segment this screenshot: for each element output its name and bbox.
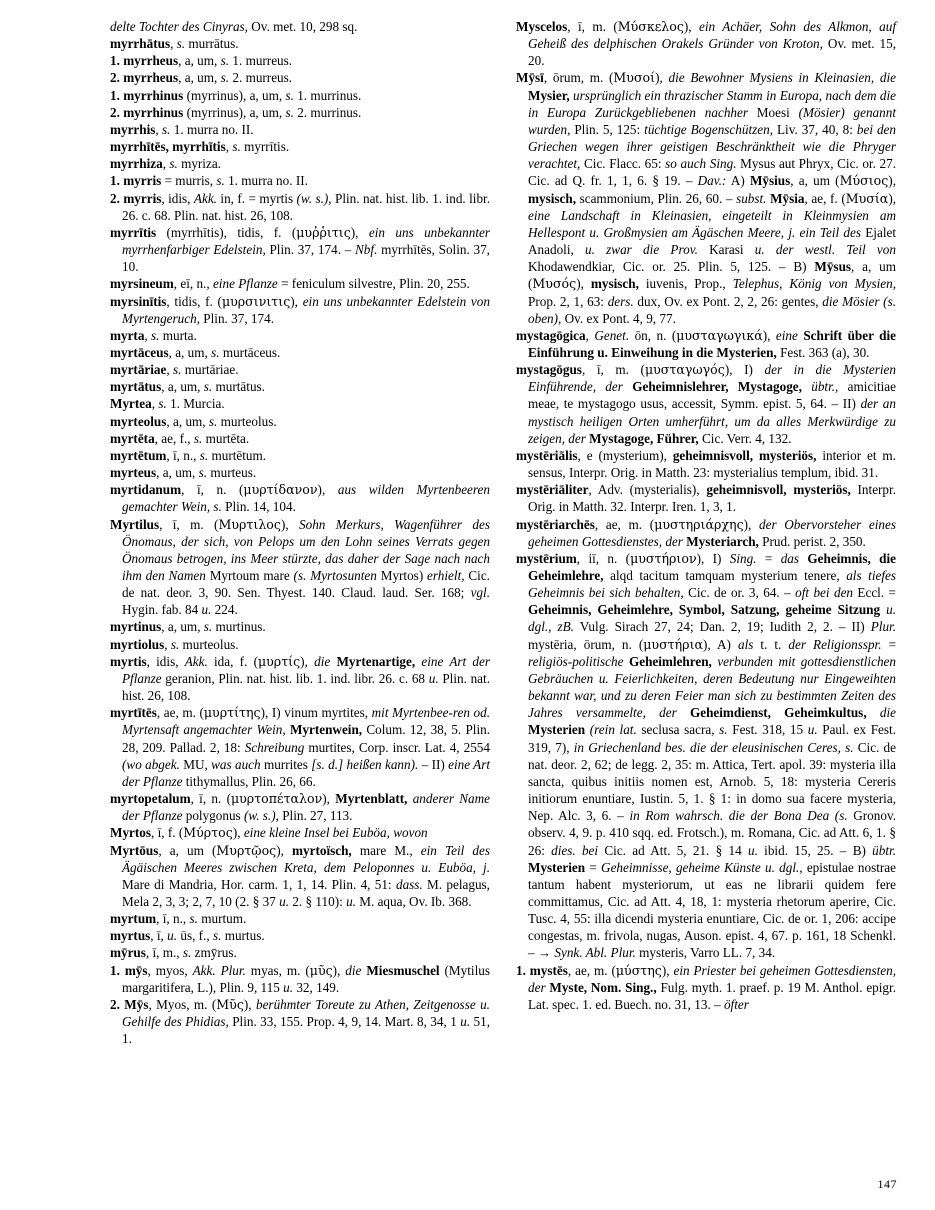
- dictionary-entry: myrtātus, a, um, s. murtātus.: [110, 379, 265, 395]
- dictionary-entry: mȳrus, ī, m., s. zmȳrus.: [110, 945, 237, 961]
- dictionary-entry: 2. myrrheus, a, um, s. 2. murreus.: [110, 70, 293, 86]
- two-column-text-body: [110, 18, 897, 1047]
- dictionary-entry: myrtis, idis, Akk. ida, f. (μυρτίς), die Myrtenartige, eine Art der Pflanze geranion, Plin. nat. hist. lib. 1. ind. libr. 26. c. 68 u. Plin. nat. hist. 26, 108.: [110, 653, 490, 704]
- dictionary-entry: myrsineum, eī, n., eine Pflanze = feniculum silvestre, Plin. 20, 255.: [110, 276, 470, 292]
- dictionary-entry: mystēriāliter, Adv. (mysterialis), geheimnisvoll, mysteriös, Interpr. Orig. in Matth. 32. Interpr. Iren. 1, 3, 1.: [516, 482, 896, 515]
- dictionary-entry: myrsinītis, tidis, f. (μυρσινιτις), ein uns unbekannter Edelstein von Myrtengeruch, Plin. 37, 174.: [110, 293, 490, 326]
- dictionary-entry: Myrtea, s. 1. Murcia.: [110, 396, 225, 412]
- dictionary-entry: myrrītis (myrrhītis), tidis, f. (μυῤῥιτις), ein uns unbekannter myrrhenfarbiger Edelstein, Plin. 37, 174. – Nbf. myrrhītēs, Solin. 37, 10.: [110, 224, 490, 275]
- dictionary-entry: mystēriarchēs, ae, m. (μυστηριάρχης), der Obervorsteher eines geheimen Gottesdienstes, der Mysteriarch, Prud. perist. 2, 350.: [516, 516, 896, 549]
- page-number: 147: [877, 1177, 897, 1191]
- dictionary-entry: myrteolus, a, um, s. murteolus.: [110, 413, 277, 429]
- dictionary-entry: 2. myrris, idis, Akk. in, f. = myrtis (w. s.), Plin. nat. hist. lib. 1. ind. libr. 26. c. 68. Plin. nat. hist. 26, 108.: [110, 190, 491, 223]
- dictionary-entry: Myrtilus, ī, m. (Μυρτιλος), Sohn Merkurs, Wagenführer des Önomaus, der sich, von Pelops um den Lohn seines Verrats gegen Önomaus betrogen, ins Meer stürzte, das daher der Sage nach nach ihm den Namen Myrtoum mare (s. Myrtosunten Myrtos) erhielt, Cic. de nat. deor. 3, 90. Sen. Thyest. 140. Claud. laud. Ser. 168; vgl. Hygin. fab. 84 u. 224.: [110, 516, 490, 618]
- dictionary-entry: myrta, s. murta.: [110, 327, 197, 343]
- dictionary-entry: myrtētum, ī, n., s. murtētum.: [110, 447, 267, 463]
- dictionary-entry: myrrhītēs, myrrhītis, s. myrrītis.: [110, 139, 290, 155]
- dictionary-entry: myrteus, a, um, s. murteus.: [110, 465, 257, 481]
- dictionary-entry: mystēriālis, e (mysterium), geheimnisvoll, mysteriös, interior et m. sensus, Interpr. Orig. in Matth. 23: mysterialius templum, ibid. 31.: [516, 447, 896, 481]
- dictionary-entry: myrtāceus, a, um, s. murtāceus.: [110, 344, 281, 360]
- dictionary-entry: mystērium, iī, n. (μυστήριον), I) Sing. = das Geheimnis, die Geheimlehre, alqd tacitum tamquam mysterium tenere, als tiefes Geheimnis bei sich behalten, Cic. de or. 3, 64. – oft bei den Eccl. = Geheimnis, Geheimlehre, Symbol, Satzung, geheime Sitzung u. dgl., zB. Vulg. Sirach 27, 24; Dan. 2, 19; Iudith 2, 2. – II) Plur. mystēria, ōrum, n. (μυστήρια), A) als t. t. der Religionsspr. = religiös-politische Geheimlehren, verbunden mit gottesdienstlichen Gebräuchen u. Feierlichkeiten, deren Bedeutung nur Eingeweihten bekannt war, und zu deren Feier man sich zu bestimmten Zeiten des Jahres versammelte, der Geheimdienst, Geheimkultus, die Mysterien (rein lat. seclusa sacra, s. Fest. 318, 15 u. Paul. ex Fest. 319, 7), in Griechenland bes. die der eleusinischen Ceres, s. Cic. de nat. deor. 2, 62; de legg. 2, 35: m. Attica, Tert. apol. 39: mysteria illa sancta, quibus initiis nomen est, Arnob. 5, 18: mysteria Cereris initiorum enuntiare, Iustin. 5, 1. § 1: in domo sua facere mysteria, Nep. Alc. 3, 6. – in Rom wahrsch. die der Bona Dea (s. Gronov. observ. 4, 9. p. 410 sqq. ed. Frotsch.), m. Romana, Cic. ad Att. 6, 1. § 26: dies. bei Cic. ad Att. 5, 21. § 14 u. ibid. 15, 25. – B) übtr. Mysterien = Geheimnisse, geheime Künste u. dgl., epistulae nostrae tantum habent mysteriorum, ut eas ne librarii quidem fere committamus, Cic. ad Att. 4, 18, 1: mysteria rhetorum aperire, Cic. Tusc. 4, 55: illa dicendi mysteria enuntiare, Cic. de or. 1, 206: accipe congestas, m. frivola, nugas, Auson. epist. 4, 67. p. 161, 18 Schenkl. – → Synk. Abl. Plur. mysteris, Varro LL. 7, 34.: [516, 550, 897, 961]
- dictionary-entry: delte Tochter des Cinyras, Ov. met. 10, 298 sq.: [110, 19, 358, 34]
- dictionary-entry: mystagōgica, Genet. ōn, n. (μυσταγωγικά), eine Schrift über die Einführung u. Einweihung in die Mysterien, Fest. 363 (a), 30.: [516, 327, 896, 360]
- dictionary-entry: myrrhātus, s. murrātus.: [110, 36, 239, 52]
- dictionary-entry: 1. myrrheus, a, um, s. 1. murreus.: [110, 53, 293, 69]
- dictionary-entry: myrrhis, s. 1. murra no. II.: [110, 121, 254, 137]
- dictionary-entry: myrtiolus, s. murteolus.: [110, 636, 239, 652]
- dictionary-entry: 1. myrrhinus (myrrinus), a, um, s. 1. murrinus.: [110, 87, 362, 103]
- dictionary-entry: Myrtōus, a, um (Μυρτῷος), myrtoïsch, mare M., ein Teil des Ägäischen Meeres zwischen Kreta, dem Peloponnes u. Euböa, j. Mare di Mandria, Hor. carm. 1, 1, 14. Plin. 4, 51: dass. M. pelagus, Mela 2, 3, 3; 2, 7, 10 (2. § 37 u. 2. § 110): u. M. aqua, Ov. Ib. 368.: [110, 842, 490, 909]
- dictionary-entry: myrtāriae, s. murtāriae.: [110, 362, 239, 378]
- dictionary-entry: 2. myrrhinus (myrrinus), a, um, s. 2. murrinus.: [110, 104, 362, 120]
- dictionary-entry: myrtum, ī, n., s. murtum.: [110, 911, 247, 927]
- dictionary-entry: 2. Mȳs, Myos, m. (Μῦς), berühmter Toreute zu Athen, Zeitgenosse u. Gehilfe des Phidias, Plin. 33, 155. Prop. 4, 9, 14. Mart. 8, 34, 1 u. 51, 1.: [110, 996, 491, 1047]
- dictionary-entry: myrrhiza, s. myriza.: [110, 156, 221, 172]
- right-column: [516, 18, 896, 1013]
- dictionary-entry: 1. mystēs, ae, m. (μύστης), ein Priester bei geheimen Gottesdiensten, der Myste, Nom. Sing., Fulg. myth. 1. praef. p. 19 M. Anthol. epigr. Lat. spec. 1. ed. Buech. no. 31, 13. – öfter: [516, 962, 896, 1012]
- dictionary-entry: Mȳsī, ōrum, m. (Μυσοί), die Bewohner Mysiens in Kleinasien, die Mysier, ursprünglich ein thrazischer Stamm in Europa, nach dem die in Europa Zurückgebliebenen nachher Moesi (Mösier) genannt wurden, Plin. 5, 125: tüchtige Bogenschützen, Liv. 37, 40, 8: bei den Griechen wegen ihrer geistigen Beschränktheit wie die Phryger verachtet, Cic. Flacc. 65: so auch Sing. Mysus aut Phryx, Cic. or. 27. Cic. ad Q. fr. 1, 1, 6. § 19. – Dav.: A) Mȳsius, a, um (Μύσιος), mysisch, scammonium, Plin. 26, 60. – subst. Mȳsia, ae, f. (Μυσία), eine Landschaft in Kleinasien, eingeteilt in Kleinmysien am Hellespont u. Großmysien am Ägäschen Meere, j. ein Teil des Ejalet Anadoli, u. zwar die Prov. Karasi u. der westl. Teil von Khodawendkiar, Cic. or. 25. Plin. 5, 125. – B) Mȳsus, a, um (Μυσός), mysisch, iuvenis, Prop., Telephus, König von Mysien, Prop. 2, 1, 63: ders. dux, Ov. ex Pont. 2, 2, 26: gentes, die Mösier (s. oben), Ov. ex Pont. 4, 9, 77.: [516, 70, 897, 326]
- dictionary-entry: myrtus, ī, u. ūs, f., s. murtus.: [110, 928, 265, 944]
- dictionary-entry: 1. myrris = murris, s. 1. murra no. II.: [110, 173, 308, 189]
- dictionary-entry: Myrtos, ī, f. (Μύρτος), eine kleine Insel bei Euböa, wovon: [110, 825, 428, 841]
- dictionary-entry: myrtopetalum, ī, n. (μυρτοπέταλον), Myrtenblatt, anderer Name der Pflanze polygonus (w. s.), Plin. 27, 113.: [110, 791, 490, 824]
- dictionary-entry: 1. mȳs, myos, Akk. Plur. myas, m. (μῦς), die Miesmuschel (Mytilus margaritifera, L.), Plin. 9, 115 u. 32, 149.: [110, 962, 490, 995]
- dictionary-entry: myrtītēs, ae, m. (μυρτίτης), I) vinum myrtites, mit Myrtenbee-ren od. Myrtensaft angemachter Wein, Myrtenwein, Colum. 12, 38, 5. Plin. 28, 209. Pallad. 2, 18: Schreibung murtites, Corp. inscr. Lat. 4, 2554 (wo abgek. MU, was auch murrites [s. d.] heißen kann). – II) eine Art der Pflanze tithymallus, Plin. 26, 66.: [110, 705, 491, 789]
- dictionary-entry: myrtinus, a, um, s. murtinus.: [110, 619, 266, 635]
- dictionary-entry: Myscelos, ī, m. (Μύσκελος), ein Achäer, Sohn des Alkmon, auf Geheiß des delphischen Orakels Gründer von Kroton, Ov. met. 15, 20.: [516, 19, 896, 69]
- dictionary-entry: myrtēta, ae, f., s. murtēta.: [110, 430, 250, 446]
- dictionary-entry: myrtidanum, ī, n. (μυρτίδανον), aus wilden Myrtenbeeren gemachter Wein, s. Plin. 14, 104.: [110, 482, 490, 515]
- dictionary-entry: mystagōgus, ī, m. (μυσταγωγός), I) der in die Mysterien Einführende, der Geheimnislehrer, Mystagoge, übtr., amicitiae meae, te mystagogo usus, accessit, Symm. epist. 5, 64. – II) der an mystisch heiligen Orten umherführt, um da alles Merkwürdige zu zeigen, der Mystagoge, Führer, Cic. Verr. 4, 132.: [516, 362, 896, 446]
- left-column: [110, 18, 490, 1047]
